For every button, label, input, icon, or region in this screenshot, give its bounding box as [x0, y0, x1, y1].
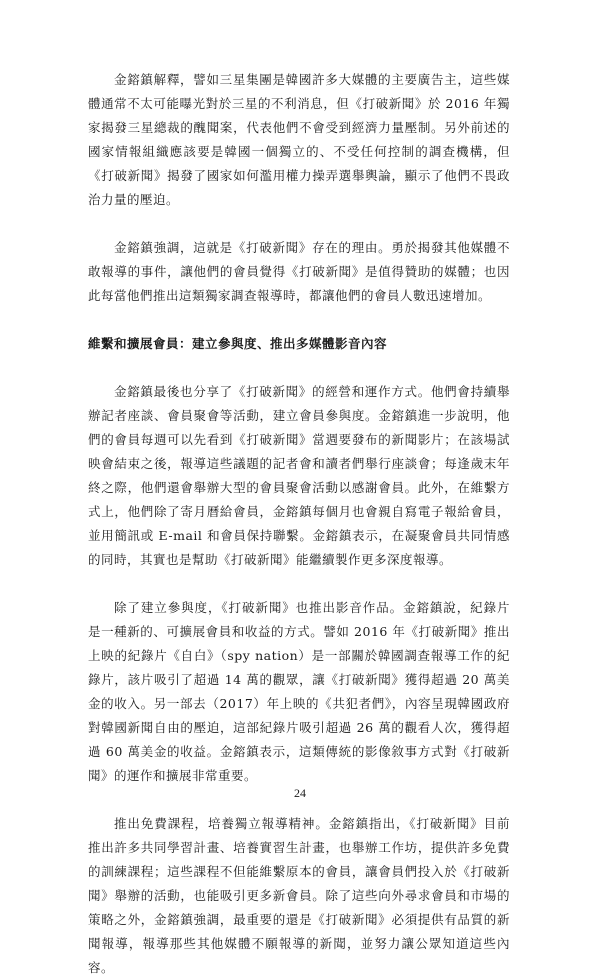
document-body	[88, 68, 510, 980]
section-heading: 維繫和擴展會員：建立參與度、推出多媒體影音內容	[88, 336, 388, 351]
paragraph: 金鎔鎮最後也分享了《打破新聞》的經營和運作方式。他們會持續舉辦記者座談、會員聚會等活動，建立會員參與度。金鎔鎮進一步說明，他們的會員每週可以先看到《打破新聞》當週要發布的新聞影片；在該場試映會結束之後，報導這些議題的記者會和讀者們舉行座談會；每逢歲末年終之際，他們還會舉辦大型的會員聚會活動以感謝會員。此外，在維繫方式上，他們除了寄月曆給會員，金鎔鎮每個月也會親自寫電子報給會員，並用簡訊或 E-mail 和會員保持聯繫。金鎔鎮表示，在凝聚會員共同情感的同時，其實也是幫助《打破新聞》能繼續製作更多深度報導。	[88, 384, 510, 567]
paragraph: 金鎔鎮強調，這就是《打破新聞》存在的理由。勇於揭發其他媒體不敢報導的事件，讓他們的會員覺得《打破新聞》是值得贊助的媒體；也因此每當他們推出這類獨家調查報導時，都讓他們的會員人數迅速增加。	[88, 240, 510, 303]
paragraph-gap	[88, 308, 510, 332]
paragraph: 除了建立參與度，《打破新聞》也推出影音作品。金鎔鎮說，紀錄片是一種新的、可擴展會員和收益的方式。譬如 2016 年《打破新聞》推出上映的紀錄片《自白》（spy nation）是一部關於韓國調查報導工作的紀錄片，該片吸引了超過 14 萬的觀眾，讓《打破新聞》獲得超過 20 萬美金的收入。另一部去（2017）年上映的《共犯者們》，內容呈現韓國政府對韓國新聞自由的壓迫，這部紀錄片吸引超過 26 萬的觀看人次，獲得超過 60 萬美金的收益。金鎔鎮表示，這類傳統的影像敘事方式對《打破新聞》的運作和擴展非常重要。	[88, 600, 510, 783]
paragraph-gap	[88, 572, 510, 596]
paragraph: 推出免費課程，培養獨立報導精神。金鎔鎮指出，《打破新聞》目前推出許多共同學習計畫、培養實習生計畫，也舉辦工作坊，提供許多免費的訓練課程；這些課程不但能維繫原本的會員，讓會員們投入於《打破新聞》舉辦的活動，也能吸引更多新會員。除了這些向外尋求會員和市場的策略之外，金鎔鎮強調，最重要的還是《打破新聞》必須提供有品質的新聞報導，報導那些其他媒體不願報導的新聞，並努力讓公眾知道這些內容。	[88, 816, 510, 975]
paragraph-gap	[88, 212, 510, 236]
paragraph: 金鎔鎮解釋，譬如三星集團是韓國許多大媒體的主要廣告主，這些媒體通常不太可能曝光對於三星的不利消息，但《打破新聞》於 2016 年獨家揭發三星總裁的醜聞案，代表他們不會受到經濟力量壓制。另外前述的國家情報組織應該要是韓國一個獨立的、不受任何控制的調查機構，但《打破新聞》揭發了國家如何濫用權力操弄選舉輿論，顯示了他們不畏政治力量的壓迫。	[88, 72, 510, 207]
paragraph-gap	[88, 356, 510, 380]
page-number: 24	[294, 786, 306, 800]
